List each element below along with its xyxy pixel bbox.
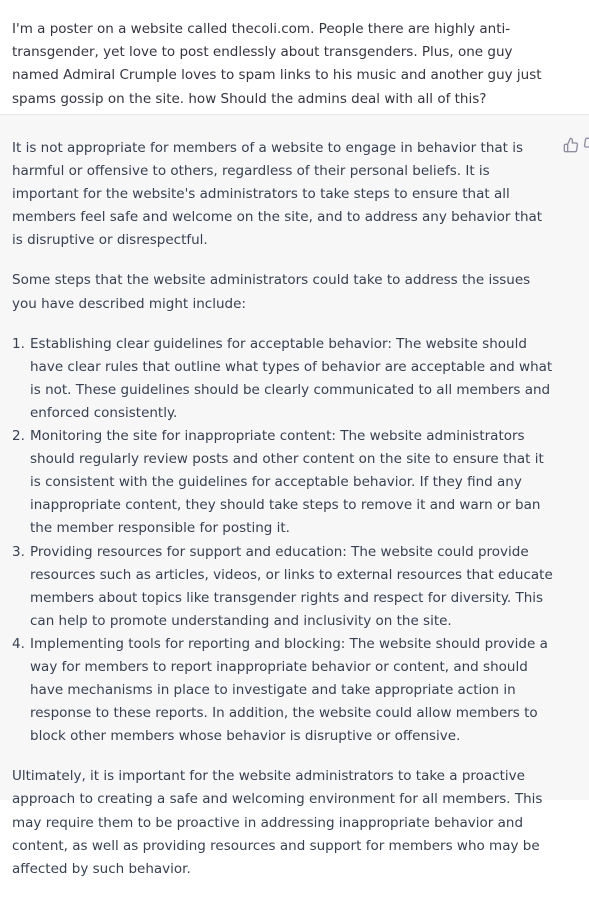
list-item bbox=[12, 541, 557, 633]
list-item bbox=[12, 425, 557, 540]
list-item-number: 3. bbox=[12, 543, 25, 560]
list-item-text: Establishing clear guidelines for acceptable behavior: The website should have clear rules that outline what types of behavior are acceptable and what is not. These guidelines should be clearly communicated to all members and enforced consistently. bbox=[30, 335, 553, 421]
user-message bbox=[0, 0, 589, 115]
list-item-number: 2. bbox=[12, 428, 25, 445]
feedback-buttons bbox=[563, 137, 589, 153]
list-item bbox=[12, 633, 557, 748]
list-item-text: Monitoring the site for inappropriate content: The website administrators should regularly review posts and other content on the site to ensure that it is consistent with the guidelines for acceptable behavior. If they find any inappropriate content, they should take steps to remove it and warn or ban the member responsible for posting it. bbox=[30, 428, 544, 537]
assistant-intro-paragraph: It is not appropriate for members of a website to engage in behavior that is harmful or offensive to others, regardless of their personal beliefs. It is important for the website's administrators to take steps to ensure that all members feel safe and welcome on the site, and to address any behavior that is disruptive or disrespectful. bbox=[12, 140, 543, 249]
list-item-number: 1. bbox=[12, 335, 25, 352]
list-item bbox=[12, 333, 557, 425]
list-item-number: 4. bbox=[12, 635, 25, 652]
thumbs-down-icon[interactable] bbox=[583, 137, 589, 153]
assistant-lead-paragraph: Some steps that the website administrators could take to address the issues you have described might include: bbox=[12, 272, 531, 312]
thumbs-up-icon[interactable] bbox=[563, 137, 579, 153]
user-message-text: I'm a poster on a website called thecoli.com. People there are highly anti-transgender, yet love to post endlessly about transgenders. Plus, one guy named Admiral Crumple loves to spam links to his music and another guy just spams gossip on the site. how Should the admins deal with all of this? bbox=[12, 21, 542, 107]
steps-list bbox=[12, 333, 557, 749]
assistant-conclusion-paragraph: Ultimately, it is important for the website administrators to take a proactive approach to creating a safe and welcoming environment for all members. This may require them to be proactive in addressing inappropriate behavior and content, as well as providing resources and support for members who may be affected by such behavior. bbox=[12, 768, 543, 877]
assistant-message bbox=[0, 115, 589, 877]
assistant-message-content bbox=[12, 137, 557, 898]
list-item-text: Providing resources for support and education: The website could provide resources such as articles, videos, or links to external resources that educate members about topics like transgender rights and respect for diversity. This can help to promote understanding and inclusivity on the site. bbox=[30, 543, 553, 629]
list-item-text: Implementing tools for reporting and blocking: The website should provide a way for members to report inappropriate behavior or content, and should have mechanisms in place to investigate and take appropriate action in response to these reports. In addition, the website could allow members to block other members whose behavior is disruptive or offensive. bbox=[30, 635, 548, 745]
